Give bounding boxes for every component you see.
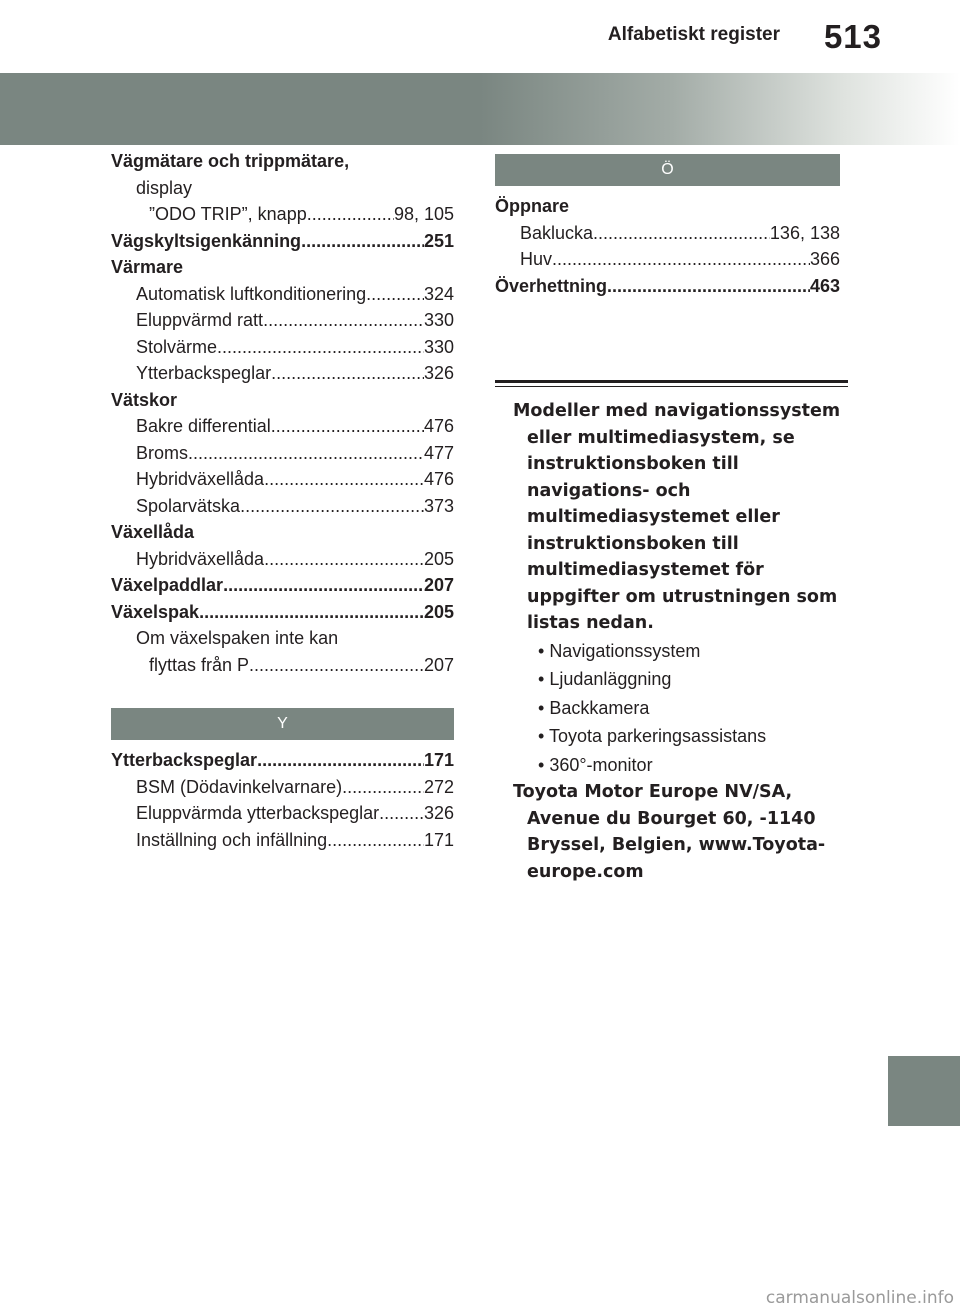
section-title: Alfabetiskt register: [607, 24, 780, 45]
dot-leader: [379, 800, 424, 827]
index-subentry: [495, 220, 840, 247]
dot-leader: [188, 440, 424, 467]
index-subentry: [111, 466, 454, 493]
entry-text: Bakre differential: [136, 416, 271, 436]
index-subentry: [495, 246, 840, 273]
entry-text: Värmare: [111, 257, 184, 277]
dot-leader: [342, 774, 424, 801]
entry-text: Växellåda: [111, 522, 195, 542]
note-divider: [495, 380, 848, 387]
index-column-left: [111, 148, 454, 853]
dot-leader: [366, 281, 424, 308]
entry-text: Ytterbackspeglar: [111, 750, 258, 770]
entry-text: Eluppvärmda ytterbackspeglar: [136, 803, 380, 823]
entry-text: Vägmätare och trippmätare,: [111, 151, 350, 171]
dot-leader: [264, 546, 424, 573]
note-bullet: • Ljudanläggning: [513, 665, 853, 694]
index-subentry: [111, 175, 454, 202]
dot-leader: [264, 466, 424, 493]
page-reference: 476: [423, 416, 454, 436]
page-reference: 373: [423, 495, 454, 516]
page-reference: 476: [423, 469, 454, 489]
entry-text: Vägskyltsigenkänning: [111, 230, 302, 251]
note-intro: Modeller med navigationssystem eller multimediasystem, se instruktionsboken till navigations- och multimediasystemet eller instruktionsboken till multimediasystemet för uppgifter om utrustningen som listas nedan.: [513, 401, 841, 633]
entry-text: Växelpaddlar: [111, 575, 224, 595]
company-address: Toyota Motor Europe NV/SA, Avenue du Bourget 60, -1140 Bryssel, Belgien, www.Toyota-europe.com: [513, 782, 826, 882]
index-subentry: [111, 800, 454, 827]
index-subentry: [111, 827, 454, 854]
index-subentry: [111, 493, 454, 520]
entry-text: Hybridväxellåda: [136, 469, 265, 489]
entry-text: Stolvärme: [136, 336, 218, 357]
note-bullet: • 360°-monitor: [513, 751, 853, 780]
index-entry: [111, 599, 454, 626]
index-subentry: [111, 307, 454, 334]
entry-text: Hybridväxellåda: [136, 548, 265, 569]
entry-text: Vätskor: [111, 389, 178, 410]
page-reference: 171: [423, 750, 454, 770]
dot-leader: [223, 572, 424, 599]
index-entry: [111, 254, 454, 281]
index-entries-y: [111, 747, 454, 853]
index-thumb-tab: [888, 1056, 960, 1126]
dot-leader: [263, 307, 424, 334]
entry-text: Ytterbackspeglar: [136, 363, 272, 383]
letter-heading-y: Y: [111, 708, 454, 740]
note-bullet: • Navigationssystem: [513, 637, 853, 666]
index-entries-v: [111, 148, 454, 678]
page-reference: 463: [809, 275, 840, 296]
index-subentry: [111, 625, 454, 652]
page-reference: 330: [423, 310, 454, 330]
note-bullet: • Backkamera: [513, 694, 853, 723]
index-entry: [111, 387, 454, 414]
entry-text: Spolarvätska: [136, 495, 241, 516]
index-entry: [111, 148, 454, 175]
dot-leader: [307, 201, 394, 228]
entry-text: Om växelspaken inte kan: [136, 628, 339, 648]
index-entry: [495, 273, 840, 300]
index-entry: [495, 193, 840, 220]
page-reference: 272: [423, 776, 454, 797]
index-entries-o: [495, 193, 840, 299]
entry-text: Baklucka: [520, 222, 594, 243]
page-reference: 205: [423, 548, 454, 569]
dot-leader: [240, 493, 424, 520]
index-subentry: [111, 360, 454, 387]
page-reference: 207: [423, 575, 454, 595]
index-entry: [111, 572, 454, 599]
watermark: carmanualsonline.info: [765, 1288, 954, 1308]
page-reference: 326: [423, 363, 454, 383]
index-subentry: [111, 334, 454, 361]
dot-leader: [257, 747, 424, 774]
entry-text: flyttas från P: [149, 654, 250, 675]
dot-leader: [271, 413, 424, 440]
index-subentry: [111, 201, 454, 228]
index-subentry: [111, 281, 454, 308]
page-reference: 136, 138: [769, 222, 840, 243]
index-subentry: [111, 774, 454, 801]
dot-leader: [271, 360, 424, 387]
entry-text: Automatisk luftkonditionering: [136, 283, 367, 304]
entry-text: Överhettning: [495, 275, 608, 296]
index-entry: [111, 519, 454, 546]
navigation-note: [513, 398, 853, 885]
entry-text: Växelspak: [111, 601, 200, 622]
dot-leader: [199, 599, 424, 626]
dot-leader: [301, 228, 424, 255]
entry-text: Broms: [136, 442, 189, 463]
entry-text: Huv: [520, 249, 553, 269]
dot-leader: [607, 273, 810, 300]
page-reference: 477: [423, 442, 454, 463]
note-bullet-list: [513, 637, 853, 780]
dot-leader: [593, 220, 770, 247]
index-subentry: [111, 440, 454, 467]
entry-text: Öppnare: [495, 196, 570, 216]
page-reference: 324: [423, 283, 454, 304]
index-subentry: [111, 546, 454, 573]
page-reference: 205: [423, 601, 454, 622]
index-entry: [111, 747, 454, 774]
index-subentry: [111, 413, 454, 440]
entry-text: display: [136, 177, 193, 198]
entry-text: ”ODO TRIP”, knapp: [149, 204, 307, 224]
index-column-right: [495, 148, 840, 299]
dot-leader: [249, 652, 424, 679]
page-reference: 171: [423, 829, 454, 850]
page-reference: 207: [423, 654, 454, 675]
entry-text: Inställning och infällning: [136, 829, 328, 850]
page-reference: 330: [423, 336, 454, 357]
page-reference: 366: [809, 249, 840, 269]
index-subentry: [111, 652, 454, 679]
letter-heading-o: Ö: [495, 154, 840, 186]
page-header: [0, 0, 960, 62]
dot-leader: [327, 827, 424, 854]
page-reference: 98, 105: [393, 204, 454, 224]
page-reference: 251: [423, 230, 454, 251]
page-number: 513: [823, 18, 882, 55]
note-bullet: • Toyota parkeringsassistans: [513, 722, 853, 751]
entry-text: BSM (Dödavinkelvarnare): [136, 776, 343, 797]
entry-text: Eluppvärmd ratt: [136, 310, 264, 330]
header-banner: [0, 73, 960, 145]
dot-leader: [552, 246, 810, 273]
page-reference: 326: [423, 803, 454, 823]
index-entry: [111, 228, 454, 255]
dot-leader: [217, 334, 424, 361]
